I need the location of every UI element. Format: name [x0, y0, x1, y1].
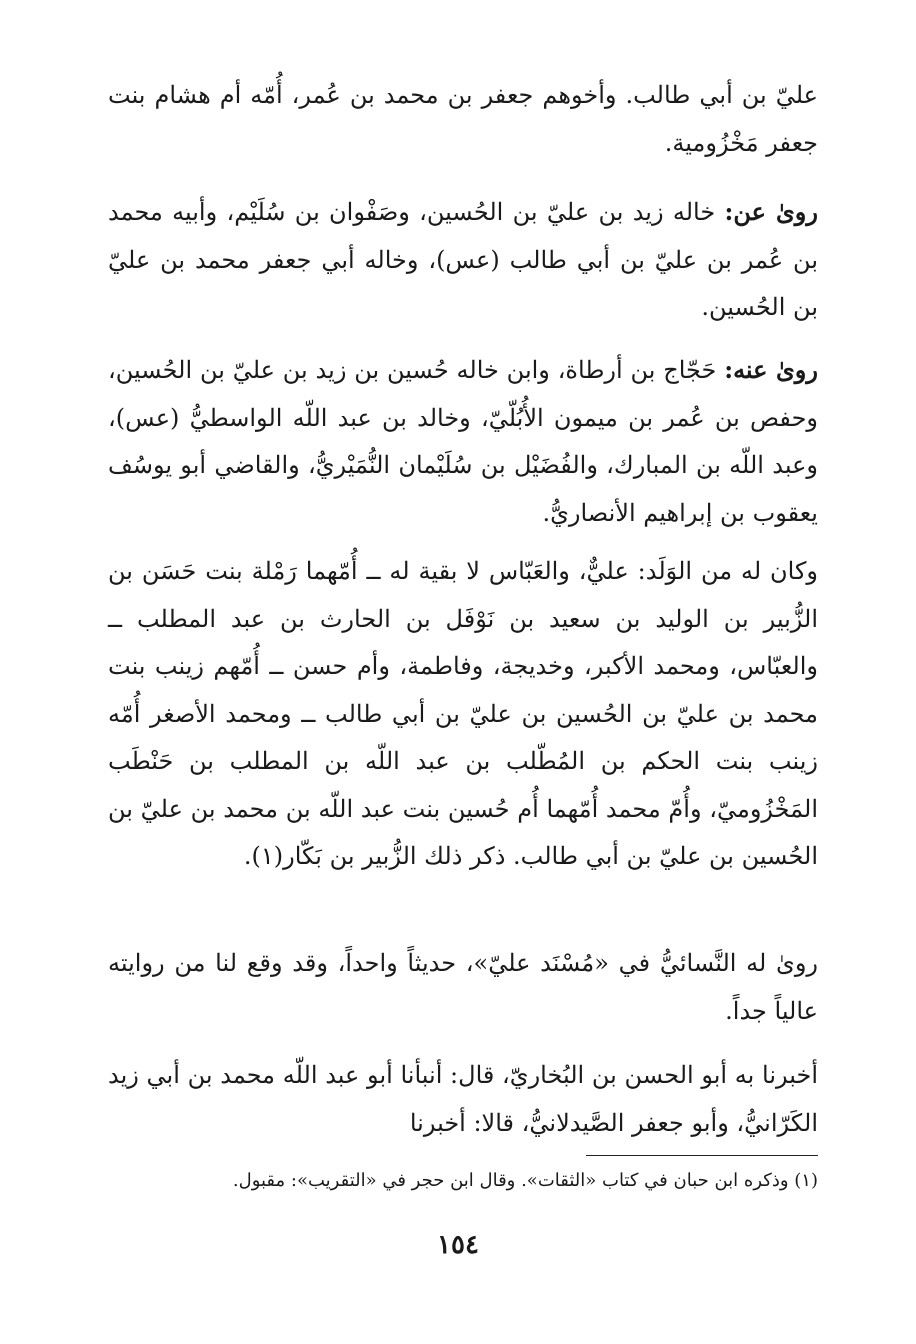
paragraph-3-text: حَجّاج بن أرطاة، وابن خاله حُسين بن زيد بن عليّ بن الحُسين، وحفص بن عُمر بن ميمون الأُبُلّيّ، وخالد بن عبد اللّه الواسطيُّ (عس)، وعبد اللّه بن المبارك، والفُضَيْل بن سُلَيْمان النُّمَيْريُّ، والقاضي أبو يوسُف يعقوب بن إبراهيم الأنصاريُّ.	[108, 356, 818, 527]
paragraph-children	[108, 548, 818, 881]
paragraph-2-text: خاله زيد بن عليّ بن الحُسين، وصَفْوان بن سُلَيْم، وأبيه محمد بن عُمر بن عليّ بن أبي طالب (عس)، وخاله أبي جعفر محمد بن عليّ بن الحُسين.	[108, 198, 818, 321]
paragraph-4-text: وكان له من الوَلَد: عليٌّ، والعَبّاس لا بقية له ــ أُمّهما رَمْلة بنت حَسَن بن الزُّبير بن الوليد بن سعيد بن نَوْفَل بن الحارث بن عبد المطلب ــ والعبّاس، ومحمد الأكبر، وخديجة، وفاطمة، وأم حسن ــ أُمّهم زينب بنت محمد بن عليّ بن الحُسين بن عليّ بن أبي طالب ــ ومحمد الأصغر أُمّه زينب بنت الحكم بن المُطّلب بن عبد اللّه بن المطلب بن حَنْطَب المَخْزُوميّ، وأُمّ محمد أُمّهما أُم حُسين بنت عبد اللّه بن محمد بن عليّ بن الحُسين بن عليّ بن أبي طالب. ذكر ذلك الزُّبير بن بَكّار(١).	[108, 557, 819, 870]
paragraph-nasai	[108, 940, 818, 1035]
footnote: (١) وذكره ابن حبان في كتاب «الثقات». وقال ابن حجر في «التقريب»: مقبول.	[232, 1170, 818, 1191]
paragraph-narrated-from	[108, 188, 818, 332]
paragraph-1-text: عليّ بن أبي طالب. وأخوهم جعفر بن محمد بن عُمر، أُمّه أم هشام بنت جعفر مَخْزُومية.	[108, 81, 818, 157]
paragraph-lead: روىٰ عنه:	[724, 355, 818, 384]
paragraph-6-text: أخبرنا به أبو الحسن بن البُخاريّ، قال: أنبأنا أبو عبد اللّه محمد بن أبي زيد الكَرّانيُّ، وأبو جعفر الصَّيدلانيُّ، قالا: أخبرنا	[108, 1061, 818, 1137]
paragraph-1	[108, 72, 818, 167]
paragraph-lead: روىٰ عن:	[724, 197, 818, 226]
paragraph-narrated-by	[108, 346, 818, 537]
paragraph-5-text: روىٰ له النَّسائيُّ في «مُسْنَد عليّ»، حديثاً واحداً، وقد وقع لنا من روايته عالياً جداً.	[108, 949, 818, 1025]
paragraph-isnad	[108, 1052, 818, 1147]
footnote-divider	[586, 1155, 818, 1156]
page-number: ١٥٤	[437, 1230, 479, 1260]
